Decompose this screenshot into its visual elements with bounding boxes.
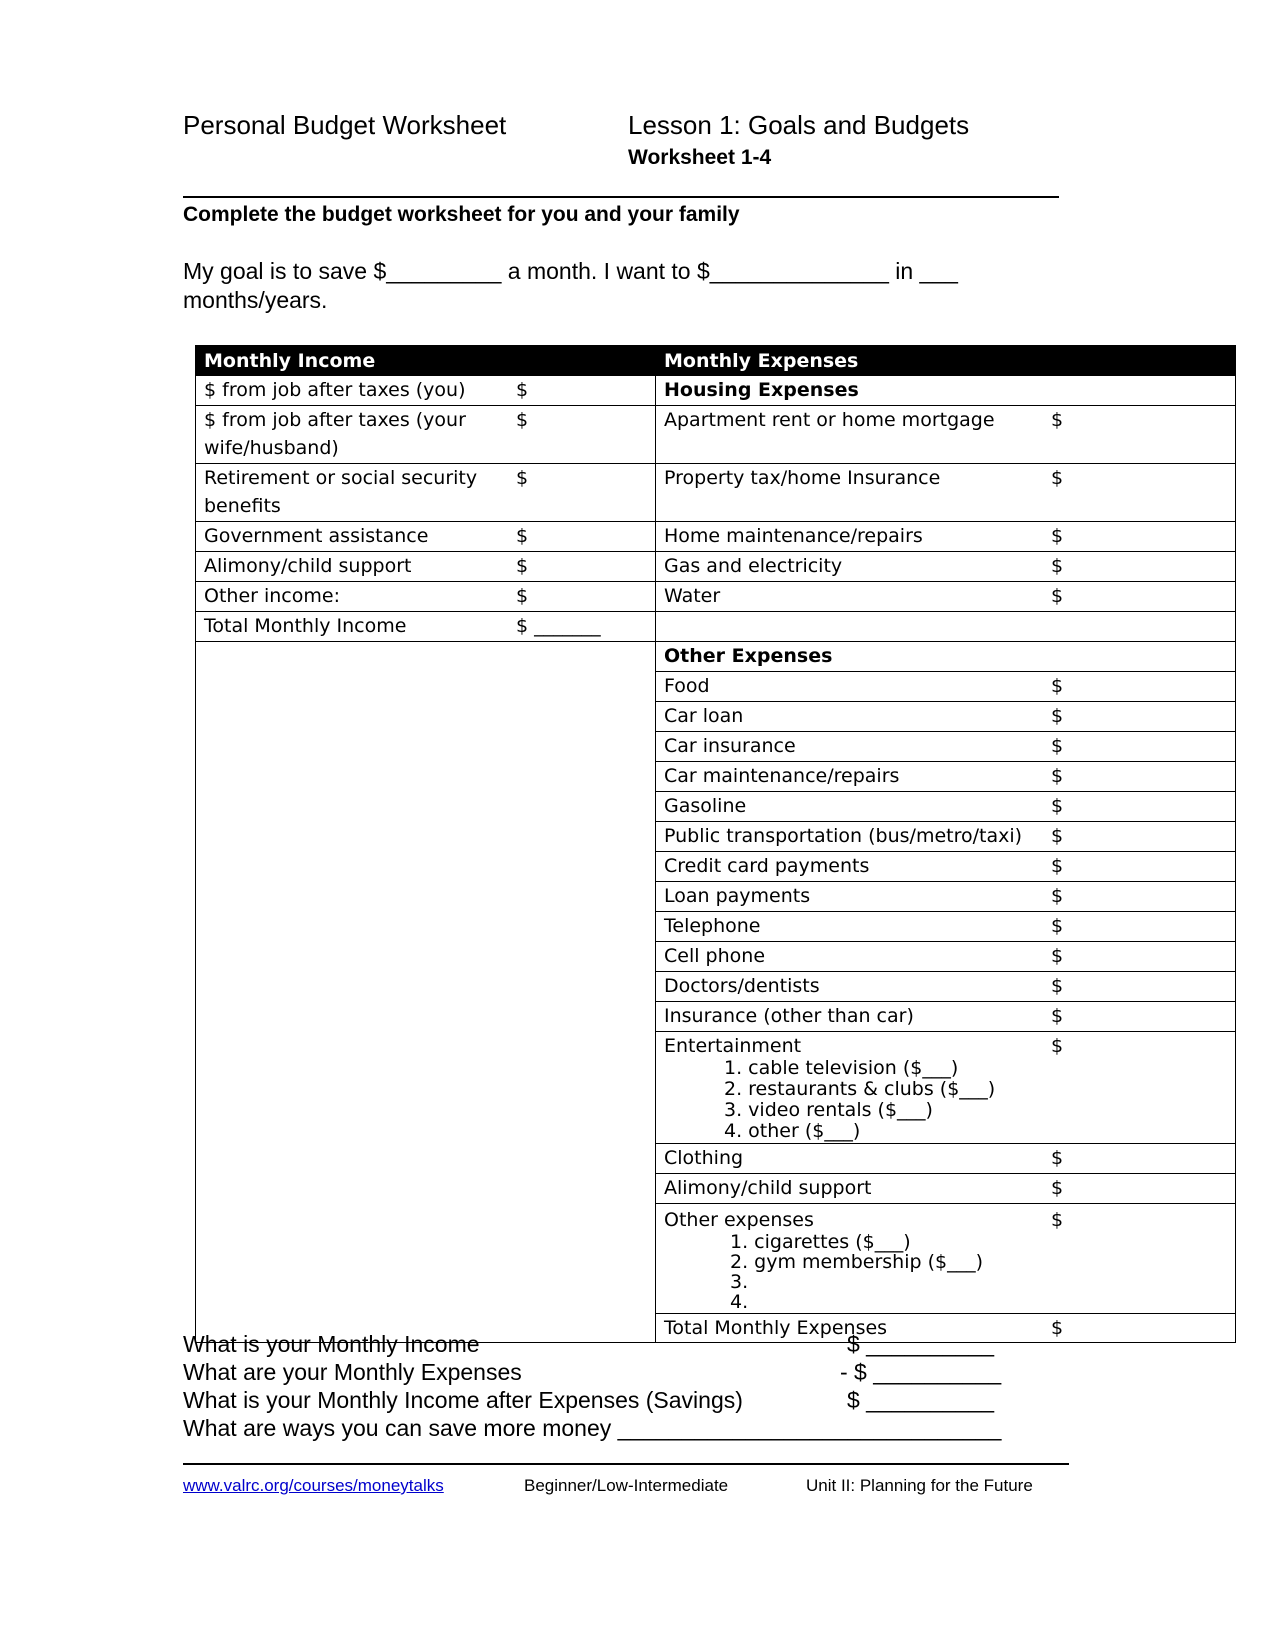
footer-level: Beginner/Low-Intermediate (524, 1476, 729, 1495)
entertainment-item: 3. video rentals ($___) (724, 1099, 933, 1121)
alimony-label: Alimony/child support (664, 1177, 872, 1199)
save-more-line: What are ways you can save more money ______________________________ (183, 1415, 1002, 1441)
entertainment-item: 4. other ($___) (724, 1120, 861, 1142)
other-expenses-value: $ (1051, 1209, 1064, 1231)
income-row-label: $ from job after taxes (your wife/husband) (204, 409, 466, 459)
income-row-label: Government assistance (204, 525, 429, 547)
column-divider (655, 346, 656, 1342)
row-rule (655, 611, 1235, 612)
expense-row-label: Water (664, 585, 721, 607)
alimony-value: $ (1051, 1177, 1064, 1199)
worksheet-number: Worksheet 1-4 (628, 146, 772, 169)
expense-row-label: Cell phone (664, 945, 766, 967)
footer-rule (183, 1463, 1069, 1465)
row-rule (196, 641, 655, 642)
income-row-label: Retirement or social security benefits (204, 467, 478, 517)
expense-row-value: $ (1051, 467, 1064, 489)
footer-link[interactable]: www.valrc.org/courses/moneytalks (183, 1476, 444, 1495)
entertainment-item: 2. restaurants & clubs ($___) (724, 1078, 996, 1100)
expense-row-label: Car maintenance/repairs (664, 765, 900, 787)
other-expenses-item: 1. cigarettes ($___) (730, 1231, 911, 1253)
expense-row-value: $ (1051, 855, 1064, 877)
expense-row-label: Home maintenance/repairs (664, 525, 923, 547)
expense-row-label: Telephone (664, 915, 761, 937)
summary-value: $ __________ (847, 1387, 995, 1413)
expense-row-value: $ (1051, 555, 1064, 577)
expense-row-value: $ (1051, 885, 1064, 907)
income-row-value: $ (516, 585, 529, 607)
other-expenses-item: 4. (730, 1291, 749, 1313)
expense-row-label: Property tax/home Insurance (664, 467, 941, 489)
income-row-value: $ (516, 379, 529, 401)
expense-row-label: Insurance (other than car) (664, 1005, 914, 1027)
other-header: Other Expenses (664, 645, 833, 667)
expense-row-value: $ (1051, 705, 1064, 727)
expense-row-label: Public transportation (bus/metro/taxi) (664, 825, 1023, 847)
income-row-label: $ from job after taxes (you) (204, 379, 466, 401)
entertainment-label: Entertainment (664, 1035, 802, 1057)
goal-line-2: months/years. (183, 287, 328, 313)
lesson-title: Lesson 1: Goals and Budgets (628, 110, 970, 140)
entertainment-value: $ (1051, 1035, 1064, 1057)
expense-row-label: Loan payments (664, 885, 811, 907)
expense-row-value: $ (1051, 1005, 1064, 1027)
row-rule (655, 581, 1235, 582)
expense-row-value: $ (1051, 915, 1064, 937)
expense-row-label: Car loan (664, 705, 744, 727)
clothing-label: Clothing (664, 1147, 744, 1169)
total-income-label: Total Monthly Income (204, 615, 407, 637)
instructions: Complete the budget worksheet for you and your family (183, 203, 740, 226)
expense-row-value: $ (1051, 675, 1064, 697)
expense-row-label: Gas and electricity (664, 555, 843, 577)
row-rule (655, 1203, 1235, 1204)
summary-label: What is your Monthly Income after Expenses (Savings) (183, 1387, 743, 1413)
expense-row-label: Gasoline (664, 795, 747, 817)
expense-row-value: $ (1051, 795, 1064, 817)
expense-row-value: $ (1051, 409, 1064, 431)
total-expenses-value: $ (1051, 1317, 1064, 1339)
expense-row-value: $ (1051, 825, 1064, 847)
expenses-header: Monthly Expenses (664, 350, 859, 372)
other-expenses-item: 2. gym membership ($___) (730, 1251, 984, 1273)
expense-row-label: Car insurance (664, 735, 796, 757)
other-expenses-label: Other expenses (664, 1209, 814, 1231)
worksheet-title: Personal Budget Worksheet (183, 110, 507, 140)
expense-row-label: Food (664, 675, 710, 697)
goal-line-1: My goal is to save $_________ a month. I want to $______________ in ___ (183, 258, 958, 284)
income-row-value: $ (516, 409, 529, 431)
expense-row-value: $ (1051, 525, 1064, 547)
expense-row-value: $ (1051, 975, 1064, 997)
expense-row-value: $ (1051, 735, 1064, 757)
total-expenses-label: Total Monthly Expenses (664, 1317, 888, 1339)
total-income-value: $ _______ (516, 615, 601, 637)
summary-value: - $ __________ (840, 1359, 1002, 1385)
income-row-label: Alimony/child support (204, 555, 412, 577)
footer-unit: Unit II: Planning for the Future (806, 1476, 1033, 1495)
summary-label: What are your Monthly Expenses (183, 1359, 522, 1385)
housing-header: Housing Expenses (664, 379, 859, 401)
expense-row-value: $ (1051, 585, 1064, 607)
income-header: Monthly Income (204, 350, 376, 372)
row-rule (655, 671, 1235, 672)
expense-row-label: Credit card payments (664, 855, 870, 877)
summary-value: $ __________ (847, 1331, 995, 1357)
expense-row-value: $ (1051, 945, 1064, 967)
clothing-value: $ (1051, 1147, 1064, 1169)
income-row-value: $ (516, 467, 529, 489)
income-row-label: Other income: (204, 585, 340, 607)
income-row-value: $ (516, 555, 529, 577)
entertainment-item: 1. cable television ($___) (724, 1057, 959, 1079)
expense-row-value: $ (1051, 765, 1064, 787)
budget-table (195, 345, 1236, 1343)
expense-row-label: Doctors/dentists (664, 975, 820, 997)
summary-label: What is your Monthly Income (183, 1331, 480, 1357)
header-rule (183, 196, 1059, 198)
expense-row-label: Apartment rent or home mortgage (664, 409, 995, 431)
income-row-value: $ (516, 525, 529, 547)
other-expenses-item: 3. (730, 1271, 749, 1293)
